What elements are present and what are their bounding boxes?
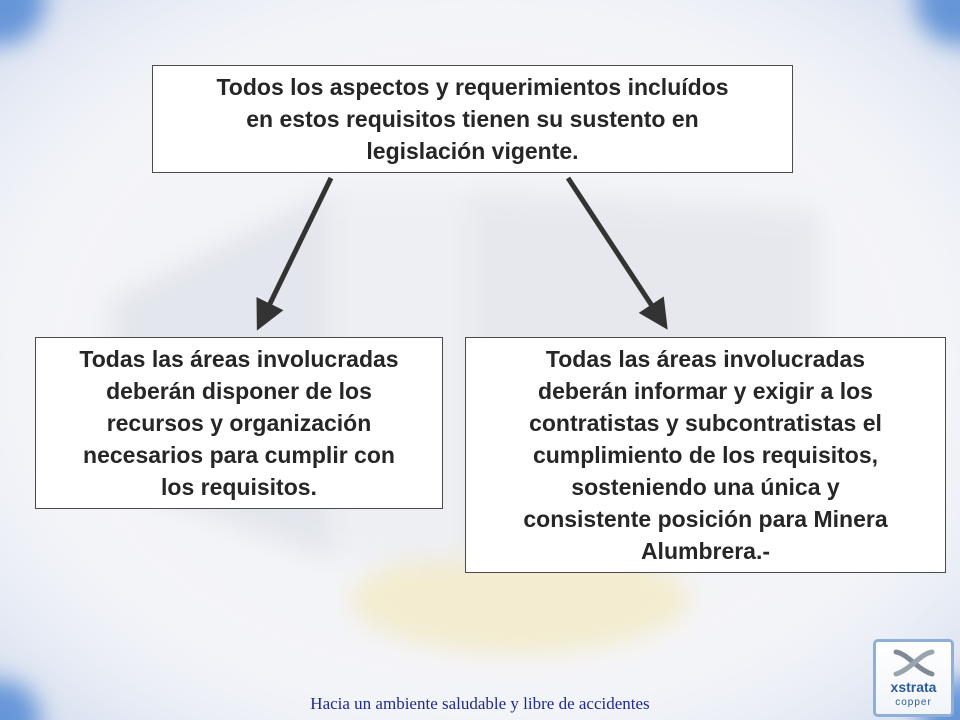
xstrata-logo	[873, 639, 954, 717]
left-statement-box: Todas las áreas involucradas deberán disponer de los recursos y organización necesarios para cumplir con los requisitos.	[35, 337, 443, 509]
xstrata-x-icon	[892, 646, 936, 680]
top-statement-box: Todos los aspectos y requerimientos incluídos en estos requisitos tienen su sustento en legislación vigente.	[152, 65, 793, 173]
logo-name: xstrata	[890, 679, 937, 695]
right-statement-box: Todas las áreas involucradas deberán informar y exigir a los contratistas y subcontratistas el cumplimiento de los requisitos, sosteniendo una única y consistente posición para Minera Alumbrera.-	[465, 337, 946, 573]
logo-subtitle: copper	[895, 697, 932, 708]
arrow-to-left-box	[263, 178, 331, 318]
arrow-to-right-box	[568, 178, 660, 318]
footer-tagline: Hacia un ambiente saludable y libre de accidentes	[310, 694, 650, 713]
